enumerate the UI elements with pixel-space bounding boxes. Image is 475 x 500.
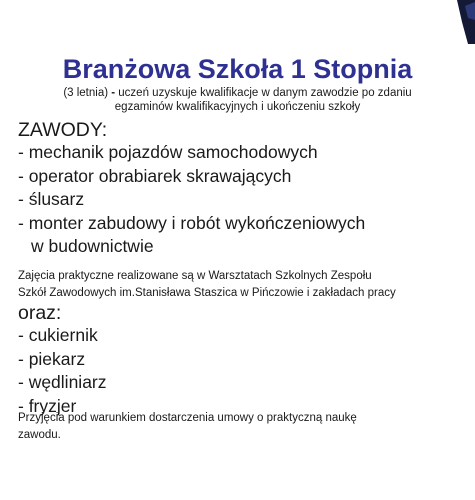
practice-note-line-1: Zajęcia praktyczne realizowane są w Warsztatach Szkolnych Zespołu: [18, 270, 372, 282]
practice-note: [18, 268, 468, 301]
also-section: [18, 302, 468, 418]
page-title: Branżowa Szkoła 1 Stopnia: [62, 54, 413, 84]
school-description: [0, 86, 475, 114]
also-heading: oraz:: [18, 302, 62, 324]
profession-item: - operator obrabiarek skrawających: [18, 165, 292, 186]
description-duration: (3 letnia): [63, 87, 112, 99]
admission-note-line-2: zawodu.: [18, 428, 61, 441]
admission-note-line-1: Przyjęcia pod warunkiem dostarczenia umowy o praktyczną naukę: [18, 412, 357, 424]
professions-section: [18, 119, 468, 259]
description-line-2: egzaminów kwalifikacyjnych i ukończeniu szkoły: [114, 101, 361, 113]
corner-photo-fragment: [453, 0, 475, 44]
admission-note: [18, 410, 468, 443]
description-text: uczeń uzyskuje kwalifikacje w danym zawodzie po zdaniu: [115, 87, 412, 99]
profession-item: - monter zabudowy i robót wykończeniowych: [18, 212, 366, 233]
practice-note-line-2: Szkół Zawodowych im.Stanisława Staszica w Pińczowie i zakładach pracy: [18, 286, 396, 299]
also-item: - fryzjer: [18, 395, 77, 416]
professions-heading: ZAWODY:: [18, 119, 108, 141]
also-item: - piekarz: [18, 348, 86, 369]
also-list: [18, 324, 468, 418]
profession-item: - mechanik pojazdów samochodowych: [18, 142, 318, 162]
profession-item-continuation: w budownictwie: [31, 236, 154, 256]
professions-list: [18, 141, 468, 259]
also-item: - wędliniarz: [18, 372, 107, 392]
corner-decoration-graphic: [453, 0, 475, 44]
profession-item: - ślusarz: [18, 189, 85, 209]
also-item: - cukiernik: [18, 325, 98, 345]
description-dash: -: [111, 87, 116, 99]
description-line-1: [0, 86, 475, 100]
